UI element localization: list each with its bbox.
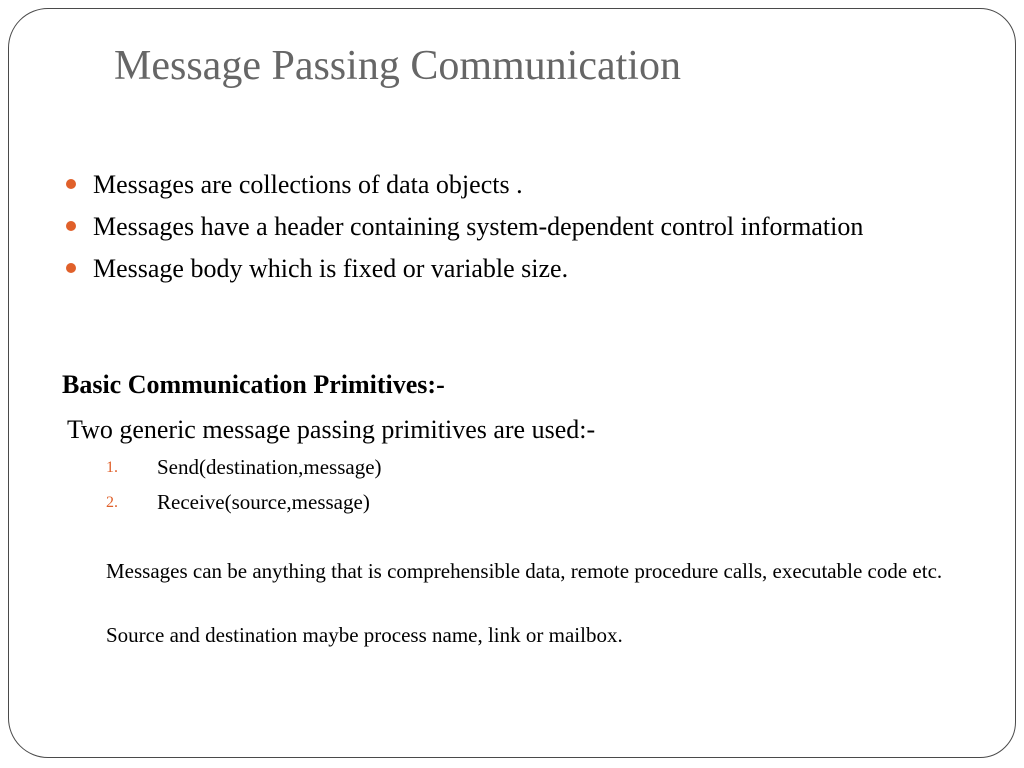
section-heading: Basic Communication Primitives:- [62, 370, 445, 399]
note-text: Source and destination maybe process name, link or mailbox. [106, 623, 623, 647]
slide-title: Message Passing Communication [114, 43, 681, 89]
list-number: 1. [106, 459, 118, 476]
bullet-item [62, 252, 922, 285]
bullet-dot-icon [66, 179, 76, 189]
bullet-item [62, 210, 922, 243]
primitive-item [106, 453, 382, 481]
primitive-text: Receive(source,message) [157, 490, 370, 514]
bullet-text: Message body which is fixed or variable size. [93, 254, 569, 283]
intro-text: Two generic message passing primitives are used:- [67, 415, 596, 444]
primitive-text: Send(destination,message) [157, 455, 382, 479]
list-number: 2. [106, 494, 118, 511]
note-text: Messages can be anything that is comprehensible data, remote procedure calls, executable code etc. [106, 559, 943, 583]
primitives-list [106, 453, 382, 523]
bullet-text: Messages are collections of data objects . [93, 170, 523, 199]
bullet-dot-icon [66, 263, 76, 273]
bullet-item [62, 168, 922, 201]
bullet-list [62, 168, 922, 294]
primitive-item [106, 488, 382, 516]
bullet-text: Messages have a header containing system-dependent control information [93, 212, 864, 241]
bullet-dot-icon [66, 221, 76, 231]
